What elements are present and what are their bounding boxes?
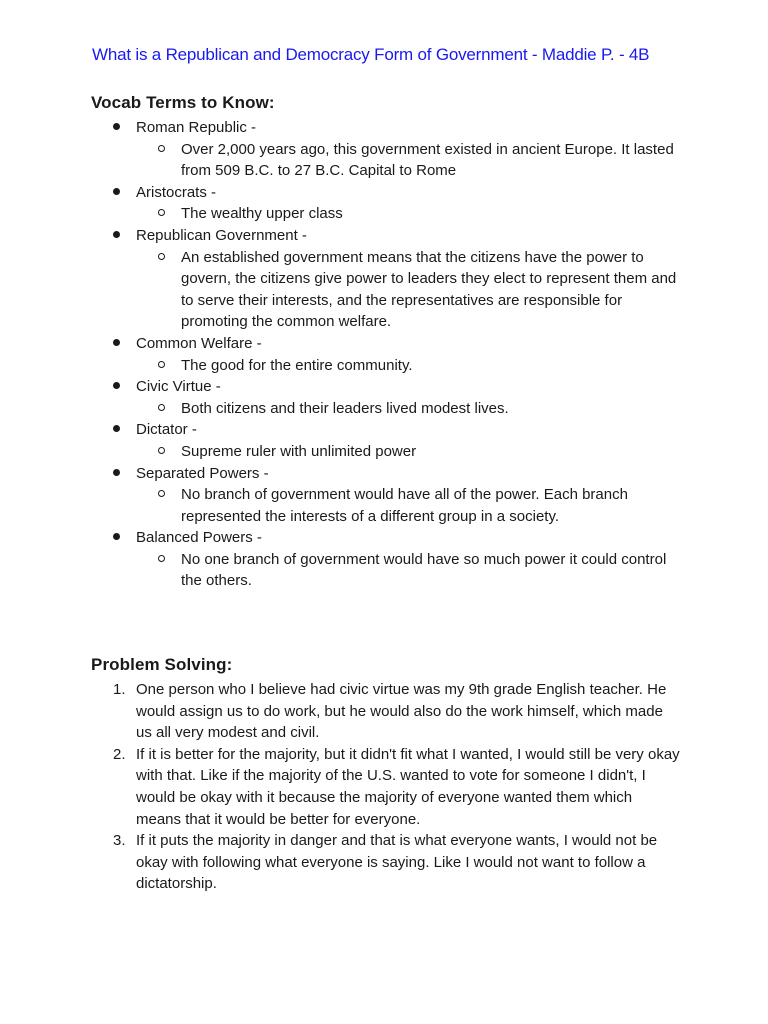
circle-bullet-icon — [158, 145, 165, 152]
bullet-icon — [113, 382, 120, 389]
problem-number: 2. — [113, 745, 126, 763]
problem-text: If it is better for the majority, but it didn't fit what I wanted, I would still be very okay with that. Like if the majority of the U.S. wanted to vote for someone I didn't, I would be okay with it because the majority of everyone wanted them which means that it would be better for everyone. — [136, 745, 680, 828]
vocab-definition — [0, 484, 768, 527]
vocab-term-label: Dictator - — [136, 421, 197, 439]
circle-bullet-icon — [158, 404, 165, 411]
vocab-term — [0, 527, 768, 549]
circle-bullet-icon — [158, 209, 165, 216]
vocab-term-label: Common Welfare - — [136, 334, 262, 352]
vocab-term-label: Balanced Powers - — [136, 529, 262, 547]
vocab-list — [0, 117, 768, 592]
circle-bullet-icon — [158, 490, 165, 497]
vocab-definition-text: Both citizens and their leaders lived modest lives. — [181, 399, 509, 417]
circle-bullet-icon — [158, 361, 165, 368]
vocab-term-label: Separated Powers - — [136, 464, 269, 482]
vocab-definition-text: The wealthy upper class — [181, 205, 343, 223]
vocab-term-label: Civic Virtue - — [136, 378, 221, 396]
vocab-definition-text: Over 2,000 years ago, this government existed in ancient Europe. It lasted from 509 B.C. to 27 B.C. Capital to Rome — [181, 140, 674, 180]
bullet-icon — [113, 533, 120, 540]
problem-number: 1. — [113, 681, 126, 698]
vocab-definition — [0, 247, 768, 333]
circle-bullet-icon — [158, 447, 165, 454]
circle-bullet-icon — [158, 555, 165, 562]
bullet-icon — [113, 469, 120, 476]
vocab-definition — [0, 203, 768, 225]
problem-item — [0, 830, 768, 895]
vocab-term — [0, 225, 768, 247]
vocab-term — [0, 182, 768, 204]
vocab-definition — [0, 441, 768, 463]
vocab-term — [0, 117, 768, 139]
vocab-definition-text: No one branch of government would have so much power it could control the others. — [181, 550, 667, 590]
bullet-icon — [113, 188, 120, 195]
vocab-definition-text: No branch of government would have all of the power. Each branch represented the interests of a different group in a society. — [181, 486, 628, 525]
vocab-term-label: Republican Government - — [136, 226, 307, 244]
vocab-definition-text: An established government means that the citizens have the power to govern, the citizens give power to leaders they elect to represent them and to serve their interests, and the representatives are responsible for promoting the common welfare. — [181, 248, 677, 331]
vocab-term — [0, 333, 768, 355]
problem-text: One person who I believe had civic virtue was my 9th grade English teacher. He would assign us to do work, but he would also do the work himself, which made us all very modest and civil. — [136, 681, 667, 742]
problem-item — [0, 744, 768, 830]
vocab-definition — [0, 139, 768, 182]
problem-number: 3. — [113, 832, 126, 850]
vocab-heading: Vocab Terms to Know: — [91, 93, 275, 112]
vocab-definition-text: Supreme ruler with unlimited power — [181, 442, 417, 460]
vocab-definition — [0, 549, 768, 592]
problem-item — [0, 679, 768, 744]
bullet-icon — [113, 425, 120, 432]
bullet-icon — [113, 123, 120, 130]
problem-text: If it puts the majority in danger and that is what everyone wants, I would not be okay with following what everyone is saying. Like I would not want to follow a dictatorship. — [136, 832, 658, 893]
bullet-icon — [113, 339, 120, 346]
document-title: What is a Republican and Democracy Form of Government - Maddie P. - 4B — [92, 45, 650, 64]
bullet-icon — [113, 231, 120, 238]
vocab-definition — [0, 355, 768, 377]
vocab-term — [0, 376, 768, 398]
vocab-definition — [0, 398, 768, 420]
vocab-definition-text: The good for the entire community. — [181, 356, 413, 374]
vocab-term — [0, 419, 768, 441]
vocab-term — [0, 463, 768, 485]
problem-list — [0, 679, 768, 895]
vocab-term-label: Roman Republic - — [136, 119, 257, 136]
problem-solving-heading: Problem Solving: — [91, 655, 233, 674]
circle-bullet-icon — [158, 253, 165, 260]
vocab-term-label: Aristocrats - — [136, 183, 217, 201]
